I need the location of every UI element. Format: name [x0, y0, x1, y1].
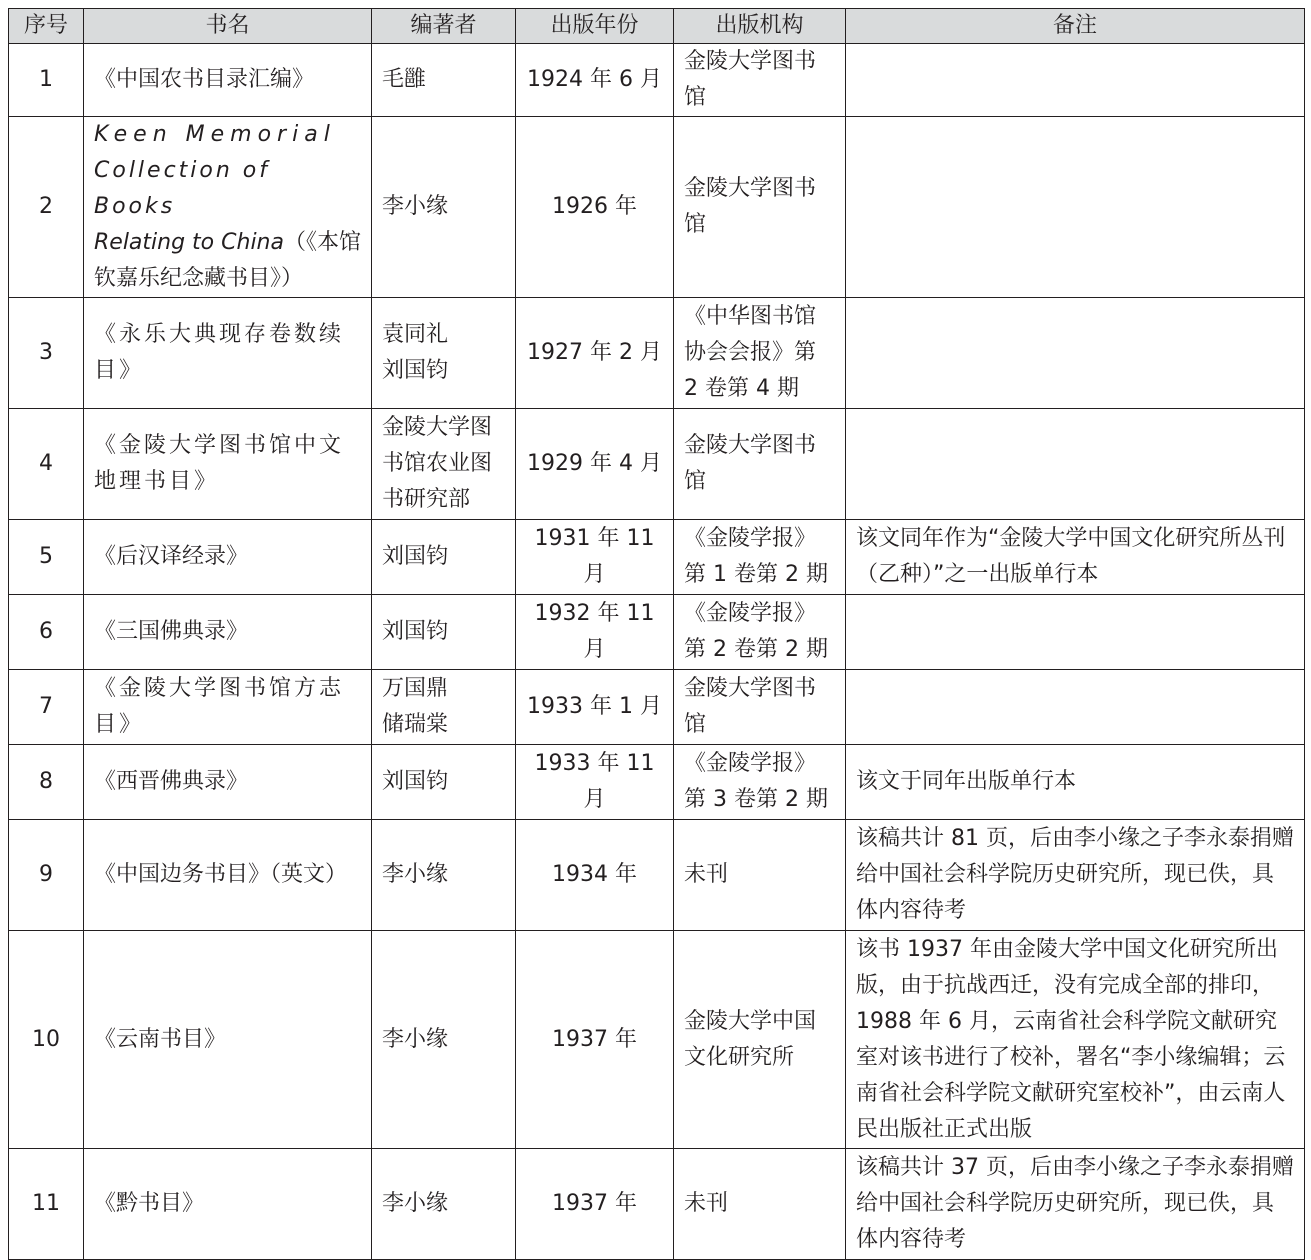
cell-no: 6: [9, 595, 84, 670]
cell-title-en-line3: Relating to China: [94, 230, 284, 255]
header-no: 序号: [9, 9, 84, 44]
bibliography-table: [8, 8, 1305, 1260]
cell-no: 7: [9, 670, 84, 745]
cell-year: 1924 年 6 月: [516, 44, 674, 117]
cell-note: 该稿共计 81 页，后由李小缘之子李永泰捐赠给中国社会科学院历史研究所，现已佚，具体内容待考: [846, 820, 1305, 931]
cell-author-line1: 袁同礼: [382, 322, 449, 347]
cell-title: 《黔书目》: [84, 1149, 372, 1260]
table-row: [9, 409, 1305, 520]
table-row: [9, 117, 1305, 298]
table-row: [9, 520, 1305, 595]
header-note: 备注: [846, 9, 1305, 44]
cell-title: 《三国佛典录》: [84, 595, 372, 670]
cell-note: 该文同年作为“金陵大学中国文化研究所丛刊（乙种）”之一出版单行本: [846, 520, 1305, 595]
cell-no: 2: [9, 117, 84, 298]
cell-title: 《中国农书目录汇编》: [84, 44, 372, 117]
cell-author: 李小缘: [372, 117, 516, 298]
cell-author: 刘国钧: [372, 595, 516, 670]
header-author: 编著者: [372, 9, 516, 44]
cell-title: 《永乐大典现存卷数续目》: [84, 298, 372, 409]
cell-no: 4: [9, 409, 84, 520]
cell-note: [846, 44, 1305, 117]
table-row: [9, 670, 1305, 745]
cell-year: 1937 年: [516, 1149, 674, 1260]
cell-publisher: 《金陵学报》第 3 卷第 2 期: [674, 745, 846, 820]
cell-year: 1937 年: [516, 931, 674, 1149]
cell-note: [846, 117, 1305, 298]
header-title: 书名: [84, 9, 372, 44]
cell-year: 1927 年 2 月: [516, 298, 674, 409]
cell-publisher: 《金陵学报》第 2 卷第 2 期: [674, 595, 846, 670]
cell-year: 1932 年 11 月: [516, 595, 674, 670]
cell-title: [84, 117, 372, 298]
cell-no: 5: [9, 520, 84, 595]
cell-publisher: 未刊: [674, 1149, 846, 1260]
cell-no: 3: [9, 298, 84, 409]
cell-author: 李小缘: [372, 820, 516, 931]
cell-year: 1933 年 11 月: [516, 745, 674, 820]
cell-year: 1926 年: [516, 117, 674, 298]
table-row: [9, 1149, 1305, 1260]
cell-publisher: 《金陵学报》第 1 卷第 2 期: [674, 520, 846, 595]
cell-title: 《中国边务书目》（英文）: [84, 820, 372, 931]
cell-note: [846, 670, 1305, 745]
cell-publisher: 《中华图书馆协会会报》第 2 卷第 4 期: [674, 298, 846, 409]
cell-author: 李小缘: [372, 1149, 516, 1260]
cell-title-en-line2: Collection of Books: [94, 158, 271, 219]
cell-title: 《西晋佛典录》: [84, 745, 372, 820]
cell-title: 《云南书目》: [84, 931, 372, 1149]
cell-year: 1933 年 1 月: [516, 670, 674, 745]
table-row: [9, 820, 1305, 931]
cell-author-line2: 储瑞棠: [382, 712, 449, 737]
cell-title-zh: （《本馆钦嘉乐纪念藏书目》）: [94, 230, 361, 291]
cell-author: 金陵大学图书馆农业图书研究部: [372, 409, 516, 520]
cell-no: 10: [9, 931, 84, 1149]
table-row: [9, 44, 1305, 117]
cell-publisher: 未刊: [674, 820, 846, 931]
cell-no: 1: [9, 44, 84, 117]
header-publisher: 出版机构: [674, 9, 846, 44]
cell-author: 刘国钧: [372, 745, 516, 820]
cell-note: 该稿共计 37 页，后由李小缘之子李永泰捐赠给中国社会科学院历史研究所，现已佚，具体内容待考: [846, 1149, 1305, 1260]
cell-no: 11: [9, 1149, 84, 1260]
header-year: 出版年份: [516, 9, 674, 44]
cell-author: 李小缘: [372, 931, 516, 1149]
cell-note: [846, 409, 1305, 520]
cell-author: 刘国钧: [372, 520, 516, 595]
cell-title: 《金陵大学图书馆方志目》: [84, 670, 372, 745]
table-row: [9, 745, 1305, 820]
header-row: [9, 9, 1305, 44]
cell-note: 该书 1937 年由金陵大学中国文化研究所出版，由于抗战西迁，没有完成全部的排印，1988 年 6 月，云南省社会科学院文献研究室对该书进行了校补，署名“李小缘编辑；云南省社会科学院文献研究室校补”，由云南人民出版社正式出版: [846, 931, 1305, 1149]
table-row: [9, 595, 1305, 670]
cell-publisher: 金陵大学图书馆: [674, 44, 846, 117]
table-row: [9, 931, 1305, 1149]
cell-year: 1934 年: [516, 820, 674, 931]
cell-publisher: 金陵大学图书馆: [674, 670, 846, 745]
cell-publisher: 金陵大学中国文化研究所: [674, 931, 846, 1149]
cell-note: [846, 298, 1305, 409]
cell-author-line2: 刘国钧: [382, 358, 449, 383]
cell-author: 毛雝: [372, 44, 516, 117]
cell-no: 8: [9, 745, 84, 820]
cell-author: [372, 670, 516, 745]
table-row: [9, 298, 1305, 409]
cell-publisher: 金陵大学图书馆: [674, 117, 846, 298]
cell-no: 9: [9, 820, 84, 931]
cell-title-en-line1: Keen Memorial: [94, 122, 336, 147]
cell-author: [372, 298, 516, 409]
cell-title: 《金陵大学图书馆中文地理书目》: [84, 409, 372, 520]
cell-year: 1931 年 11 月: [516, 520, 674, 595]
cell-title: 《后汉译经录》: [84, 520, 372, 595]
cell-year: 1929 年 4 月: [516, 409, 674, 520]
cell-note: [846, 595, 1305, 670]
cell-author-line1: 万国鼎: [382, 676, 449, 701]
cell-note: 该文于同年出版单行本: [846, 745, 1305, 820]
cell-publisher: 金陵大学图书馆: [674, 409, 846, 520]
